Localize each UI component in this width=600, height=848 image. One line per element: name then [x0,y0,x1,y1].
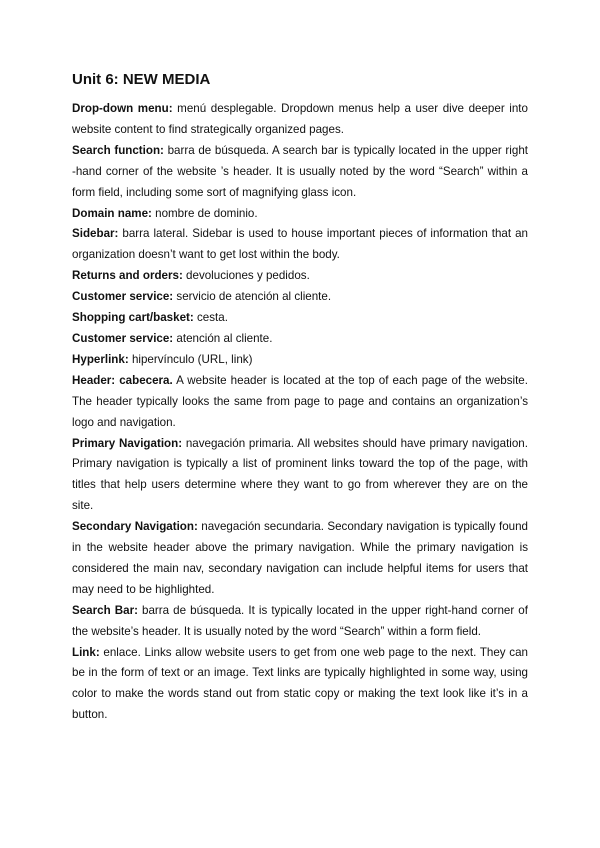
document-page [72,70,528,726]
glossary-entry-returns-and-orders [72,266,528,287]
glossary-term: Hyperlink: [72,352,129,366]
glossary-term: Customer service: [72,331,174,345]
glossary-entry-secondary-navigation [72,517,528,601]
glossary-term: Returns and orders: [72,269,183,283]
glossary-term: Shopping cart/basket: [72,311,194,325]
glossary-term: Domain name: [72,206,152,220]
glossary-definition: hipervínculo (URL, link) [131,352,253,366]
glossary-definition: atención al cliente. [176,331,273,345]
glossary-entry-hyperlink [72,350,528,371]
glossary-definition: devoluciones y pedidos. [186,269,310,283]
glossary-entry-link [72,643,528,727]
glossary-term: Header: cabecera. [72,373,173,387]
glossary-entry-search-bar [72,601,528,643]
glossary-term: Search Bar: [72,603,138,617]
glossary-entry-search-function [72,141,528,204]
glossary-term: Secondary Navigation: [72,520,198,534]
glossary-entry-shopping-cart [72,308,528,329]
glossary-term: Primary Navigation: [72,436,183,450]
glossary-term: Search function: [72,143,164,157]
glossary-definition: A website header is located at the top of each page of the website. The header typically looks the same from page to page and contains an organization’s logo and navigation. [72,373,528,429]
glossary-definition: cesta. [197,311,228,325]
glossary-entry-domain-name [72,204,528,225]
glossary-term: Drop-down menu: [72,102,173,115]
glossary-term: Link: [72,645,100,659]
glossary-definition: menú desplegable. Dropdown menus help a user dive deeper into website content to find strategically organized pages. [72,102,528,136]
glossary-definition: barra de búsqueda. A search bar is typically located in the upper right -hand corner of the website ’s header. It is usually noted by the word “Search” within a form field, including some sort of magnifying glass icon. [72,143,528,199]
glossary-definition: barra lateral. Sidebar is used to house important pieces of information that an organization doesn’t want to get lost within the body. [72,227,528,262]
glossary-definition: enlace. Links allow website users to get from one web page to the next. They can be in the form of text or an image. Text links are typically highlighted in some way, using color to make the words stand out from static copy or making the text look like it’s in a button. [72,645,528,722]
document-title: Unit 6: NEW MEDIA [72,71,211,88]
glossary-entry-header [72,371,528,434]
glossary-entry-customer-service [72,287,528,308]
glossary-entry-dropdown-menu [72,99,528,141]
glossary-definition: navegación secundaria. Secondary navigation is typically found in the website header above the primary navigation. While the primary navigation is considered the main nav, secondary navigation can include helpful items for users that may need to be highlighted. [72,520,528,596]
glossary-term: Customer service: [72,290,174,304]
glossary-definition: navegación primaria. All websites should have primary navigation. Primary navigation is typically a list of prominent links toward the top of the page, with titles that help users determine where they want to go from wherever they are on the site. [72,436,528,513]
glossary-entry-sidebar [72,224,528,266]
glossary-definition: barra de búsqueda. It is typically located in the upper right-hand corner of the website’s header. It is usually noted by the word “Search” within a form field. [72,603,528,638]
glossary-entry-primary-navigation [72,434,528,518]
glossary-term: Sidebar: [72,227,119,241]
glossary-definition: nombre de dominio. [155,206,258,220]
glossary-entry-customer-service-2 [72,329,528,350]
glossary-definition: servicio de atención al cliente. [176,290,332,304]
